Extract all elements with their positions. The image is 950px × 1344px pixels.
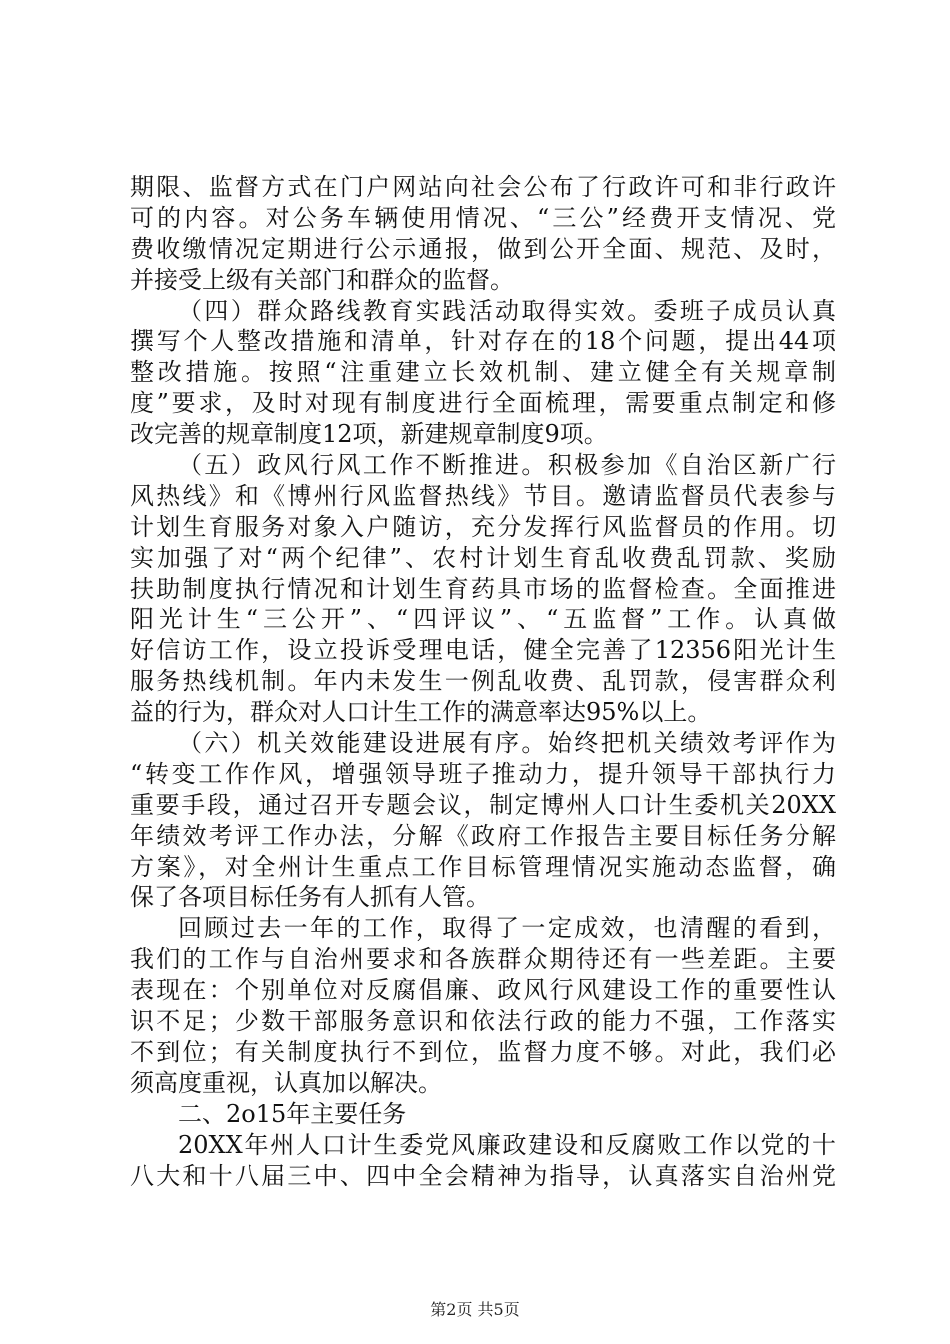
text-line: “转变工作作风，增强领导班子推动力，提升领导干部执行力 — [130, 759, 836, 788]
text-line: 20XX年州人口计生委党风廉政建设和反腐败工作以党的十 — [178, 1130, 836, 1159]
text-line: 撰写个人整改措施和清单，针对存在的18个问题，提出44项 — [130, 327, 836, 356]
text-line: 好信访工作，设立投诉受理电话，健全完善了12356阳光计生 — [130, 636, 836, 665]
text-line: （五）政风行风工作不断推进。积极参加《自治区新广行 — [178, 451, 836, 480]
section-heading: 二、2o15年主要任务 — [178, 1099, 407, 1128]
text-line: 年绩效考评工作办法，分解《政府工作报告主要目标任务分解 — [130, 821, 836, 850]
text-line: 八大和十八届三中、四中全会精神为指导，认真落实自治州党 — [130, 1161, 836, 1190]
text-line: 改完善的规章制度12项，新建规章制度9项。 — [130, 420, 608, 449]
text-line: 费收缴情况定期进行公示通报，做到公开全面、规范、及时， — [130, 234, 836, 263]
text-line: 并接受上级有关部门和群众的监督。 — [130, 265, 514, 294]
text-line: 益的行为，群众对人口计生工作的满意率达95%以上。 — [130, 698, 712, 727]
text-line: 阳光计生“三公开”、“四评议”、“五监督”工作。认真做 — [130, 605, 836, 634]
text-line: 识不足；少数干部服务意识和依法行政的能力不强，工作落实 — [130, 1007, 836, 1036]
text-line: 实加强了对“两个纪律”、农村计划生育乱收费乱罚款、奖励 — [130, 543, 836, 572]
body-text — [130, 172, 836, 1191]
text-line: 方案》，对全州计生重点工作目标管理情况实施动态监督，确 — [130, 852, 836, 881]
page-footer — [0, 1297, 950, 1320]
text-line: 保了各项目标任务有人抓有人管。 — [130, 883, 490, 912]
text-line: 须高度重视，认真加以解决。 — [130, 1068, 442, 1097]
text-line: （四）群众路线教育实践活动取得实效。委班子成员认真 — [178, 296, 836, 325]
text-line: 表现在：个别单位对反腐倡廉、政风行风建设工作的重要性认 — [130, 976, 836, 1005]
text-line: 整改措施。按照“注重建立长效机制、建立健全有关规章制 — [130, 358, 836, 387]
text-line: 可的内容。对公务车辆使用情况、“三公”经费开支情况、党 — [130, 203, 836, 232]
text-line: 扶助制度执行情况和计划生育药具市场的监督检查。全面推进 — [130, 574, 836, 603]
page-number: 第2页 共5页 — [430, 1300, 520, 1319]
text-line: 我们的工作与自治州要求和各族群众期待还有一些差距。主要 — [130, 945, 836, 974]
text-line: 度”要求，及时对现有制度进行全面梳理，需要重点制定和修 — [130, 389, 836, 418]
text-line: 风热线》和《博州行风监督热线》节目。邀请监督员代表参与 — [130, 481, 836, 510]
text-line: 不到位；有关制度执行不到位，监督力度不够。对此，我们必 — [130, 1037, 836, 1066]
text-line: 回顾过去一年的工作，取得了一定成效，也清醒的看到， — [178, 914, 836, 943]
text-line: 计划生育服务对象入户随访，充分发挥行风监督员的作用。切 — [130, 512, 836, 541]
text-line: （六）机关效能建设进展有序。始终把机关绩效考评作为 — [178, 729, 836, 758]
text-line: 重要手段，通过召开专题会议，制定博州人口计生委机关20XX — [130, 790, 836, 819]
text-line: 服务热线机制。年内未发生一例乱收费、乱罚款，侵害群众利 — [130, 667, 836, 696]
text-line: 期限、监督方式在门户网站向社会公布了行政许可和非行政许 — [130, 173, 836, 201]
